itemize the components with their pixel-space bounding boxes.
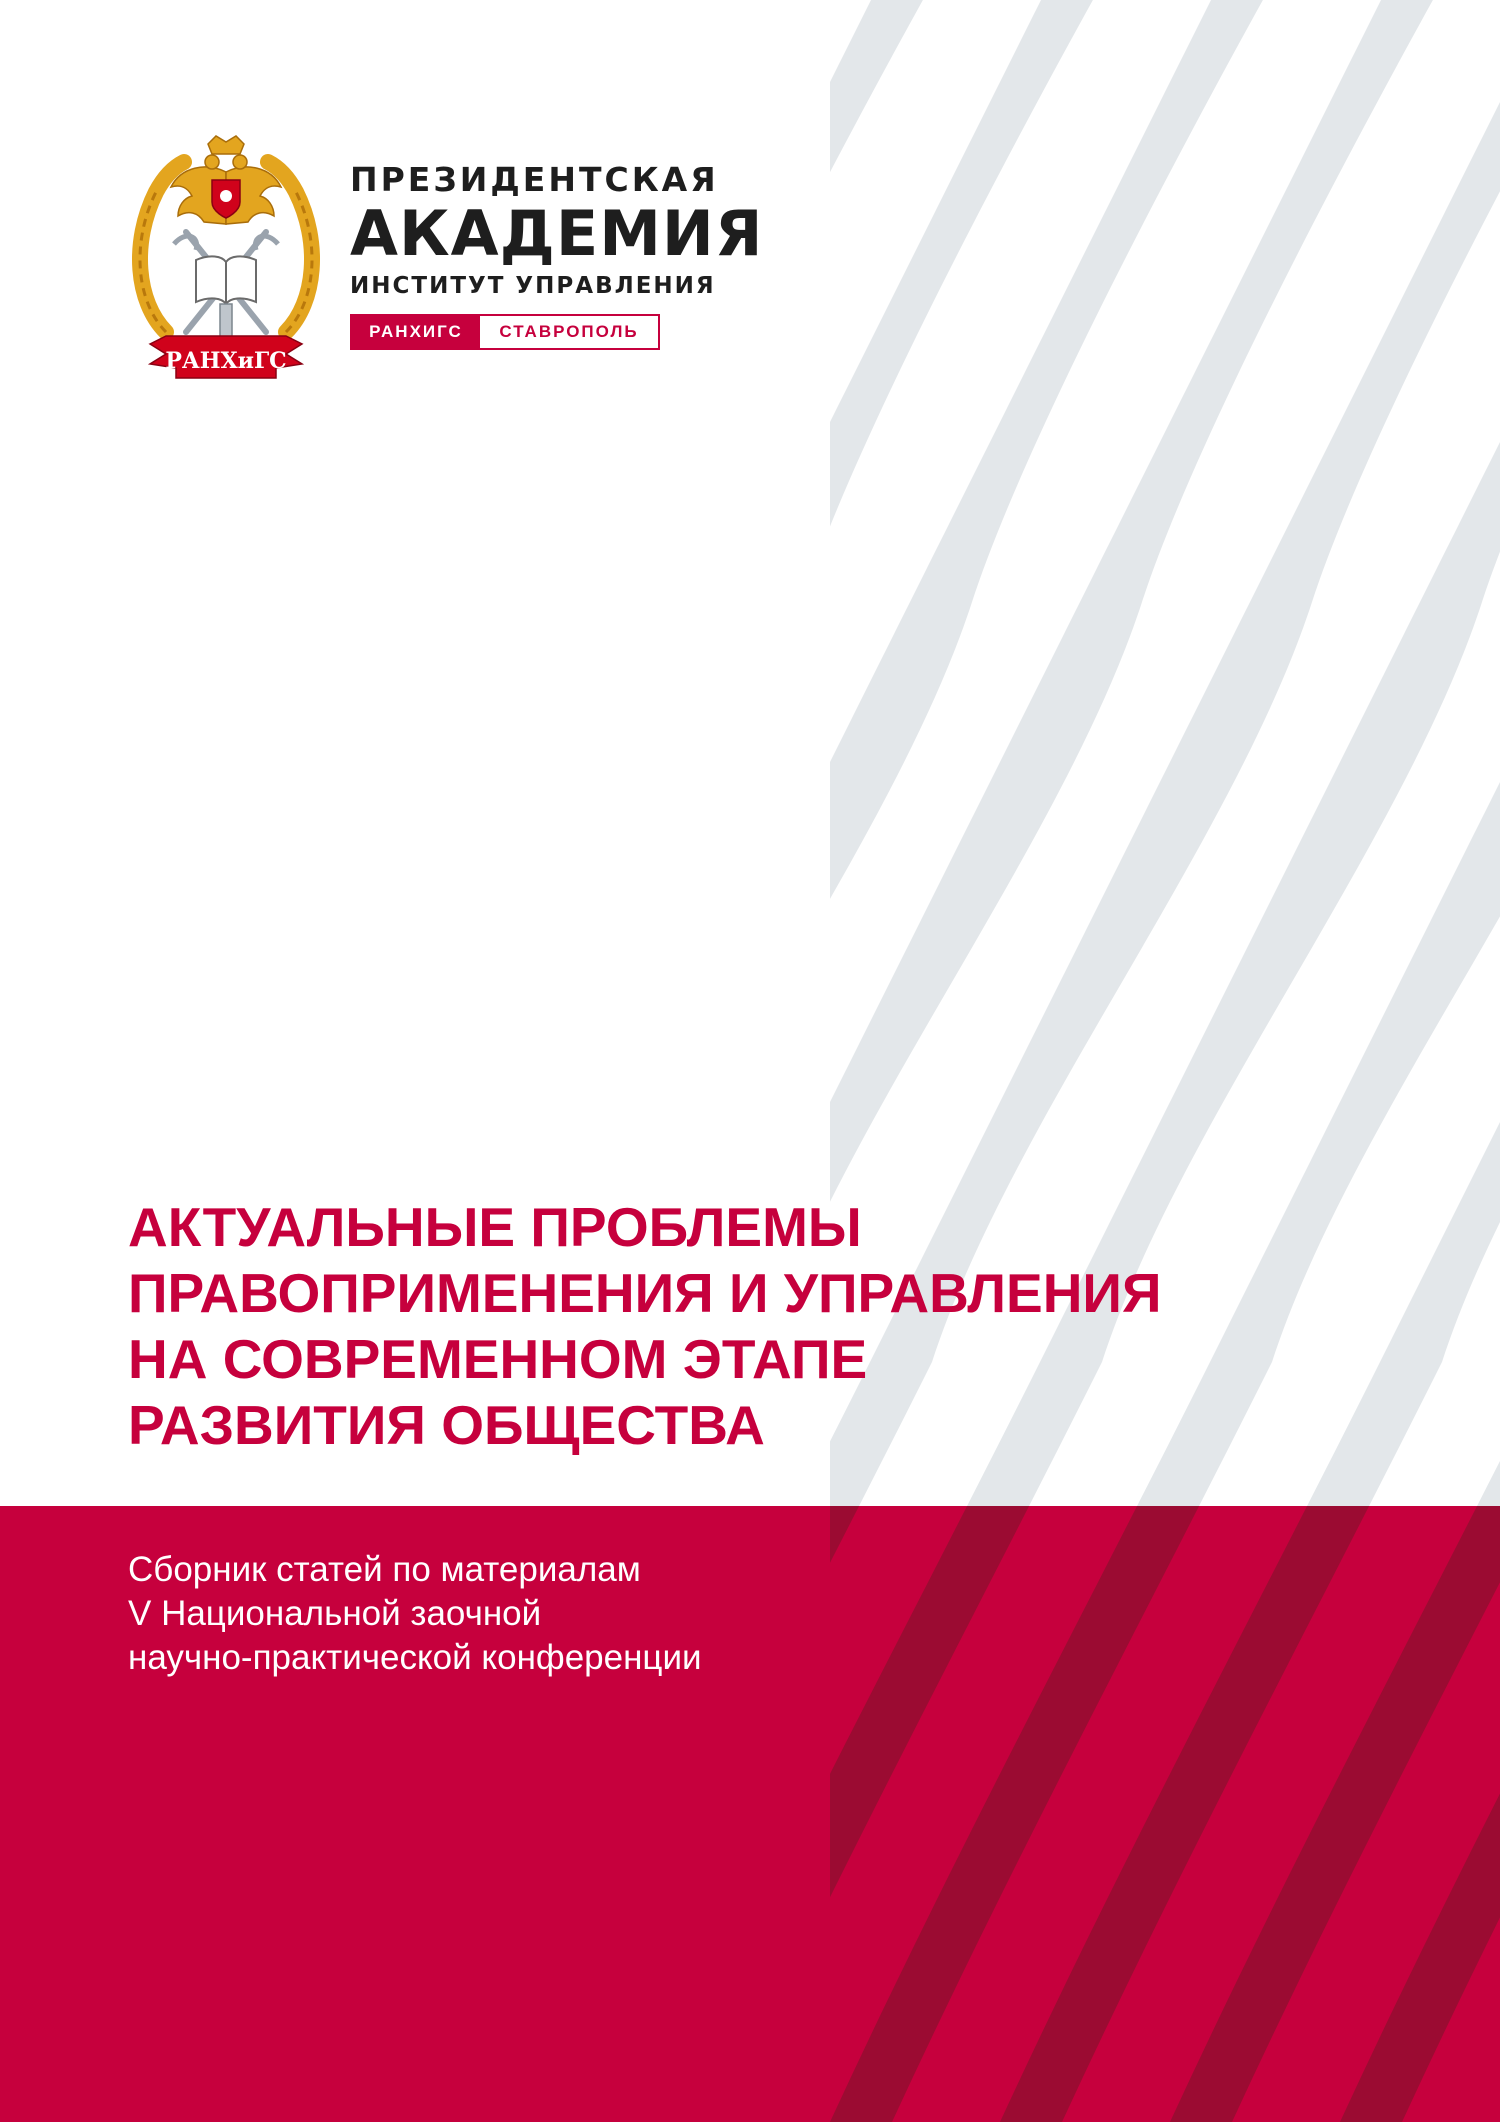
title-line: НА СОВРЕМЕННОМ ЭТАПЕ (128, 1328, 868, 1390)
title-line: РАЗВИТИЯ ОБЩЕСТВА (128, 1394, 765, 1456)
document-subtitle (128, 1548, 1028, 1680)
title-line: ПРАВОПРИМЕНЕНИЯ И УПРАВЛЕНИЯ (128, 1262, 1162, 1324)
wave-stripe (1170, 1506, 1500, 2122)
subtitle-line: V Национальной заочной (128, 1594, 542, 1633)
subtitle-line: Сборник статей по материалам (128, 1550, 641, 1589)
academy-logo-text (350, 160, 764, 350)
ranepa-emblem-icon (126, 132, 326, 400)
document-title (128, 1194, 1328, 1458)
logo-tag-ranepa: РАНХИГС (352, 316, 480, 348)
logo-line-president: ПРЕЗИДЕНТСКАЯ (350, 160, 719, 199)
title-line: АКТУАЛЬНЫЕ ПРОБЛЕМЫ (128, 1196, 862, 1258)
emblem-ribbon-text: РАНХиГС (165, 348, 287, 374)
logo-line-institute: ИНСТИТУТ УПРАВЛЕНИЯ (350, 273, 716, 299)
logo-tags (350, 314, 660, 350)
logo-line-academy: АКАДЕМИЯ (350, 197, 764, 270)
logo-tag-city: СТАВРОПОЛЬ (480, 316, 658, 348)
subtitle-line: научно-практической конференции (128, 1638, 702, 1677)
